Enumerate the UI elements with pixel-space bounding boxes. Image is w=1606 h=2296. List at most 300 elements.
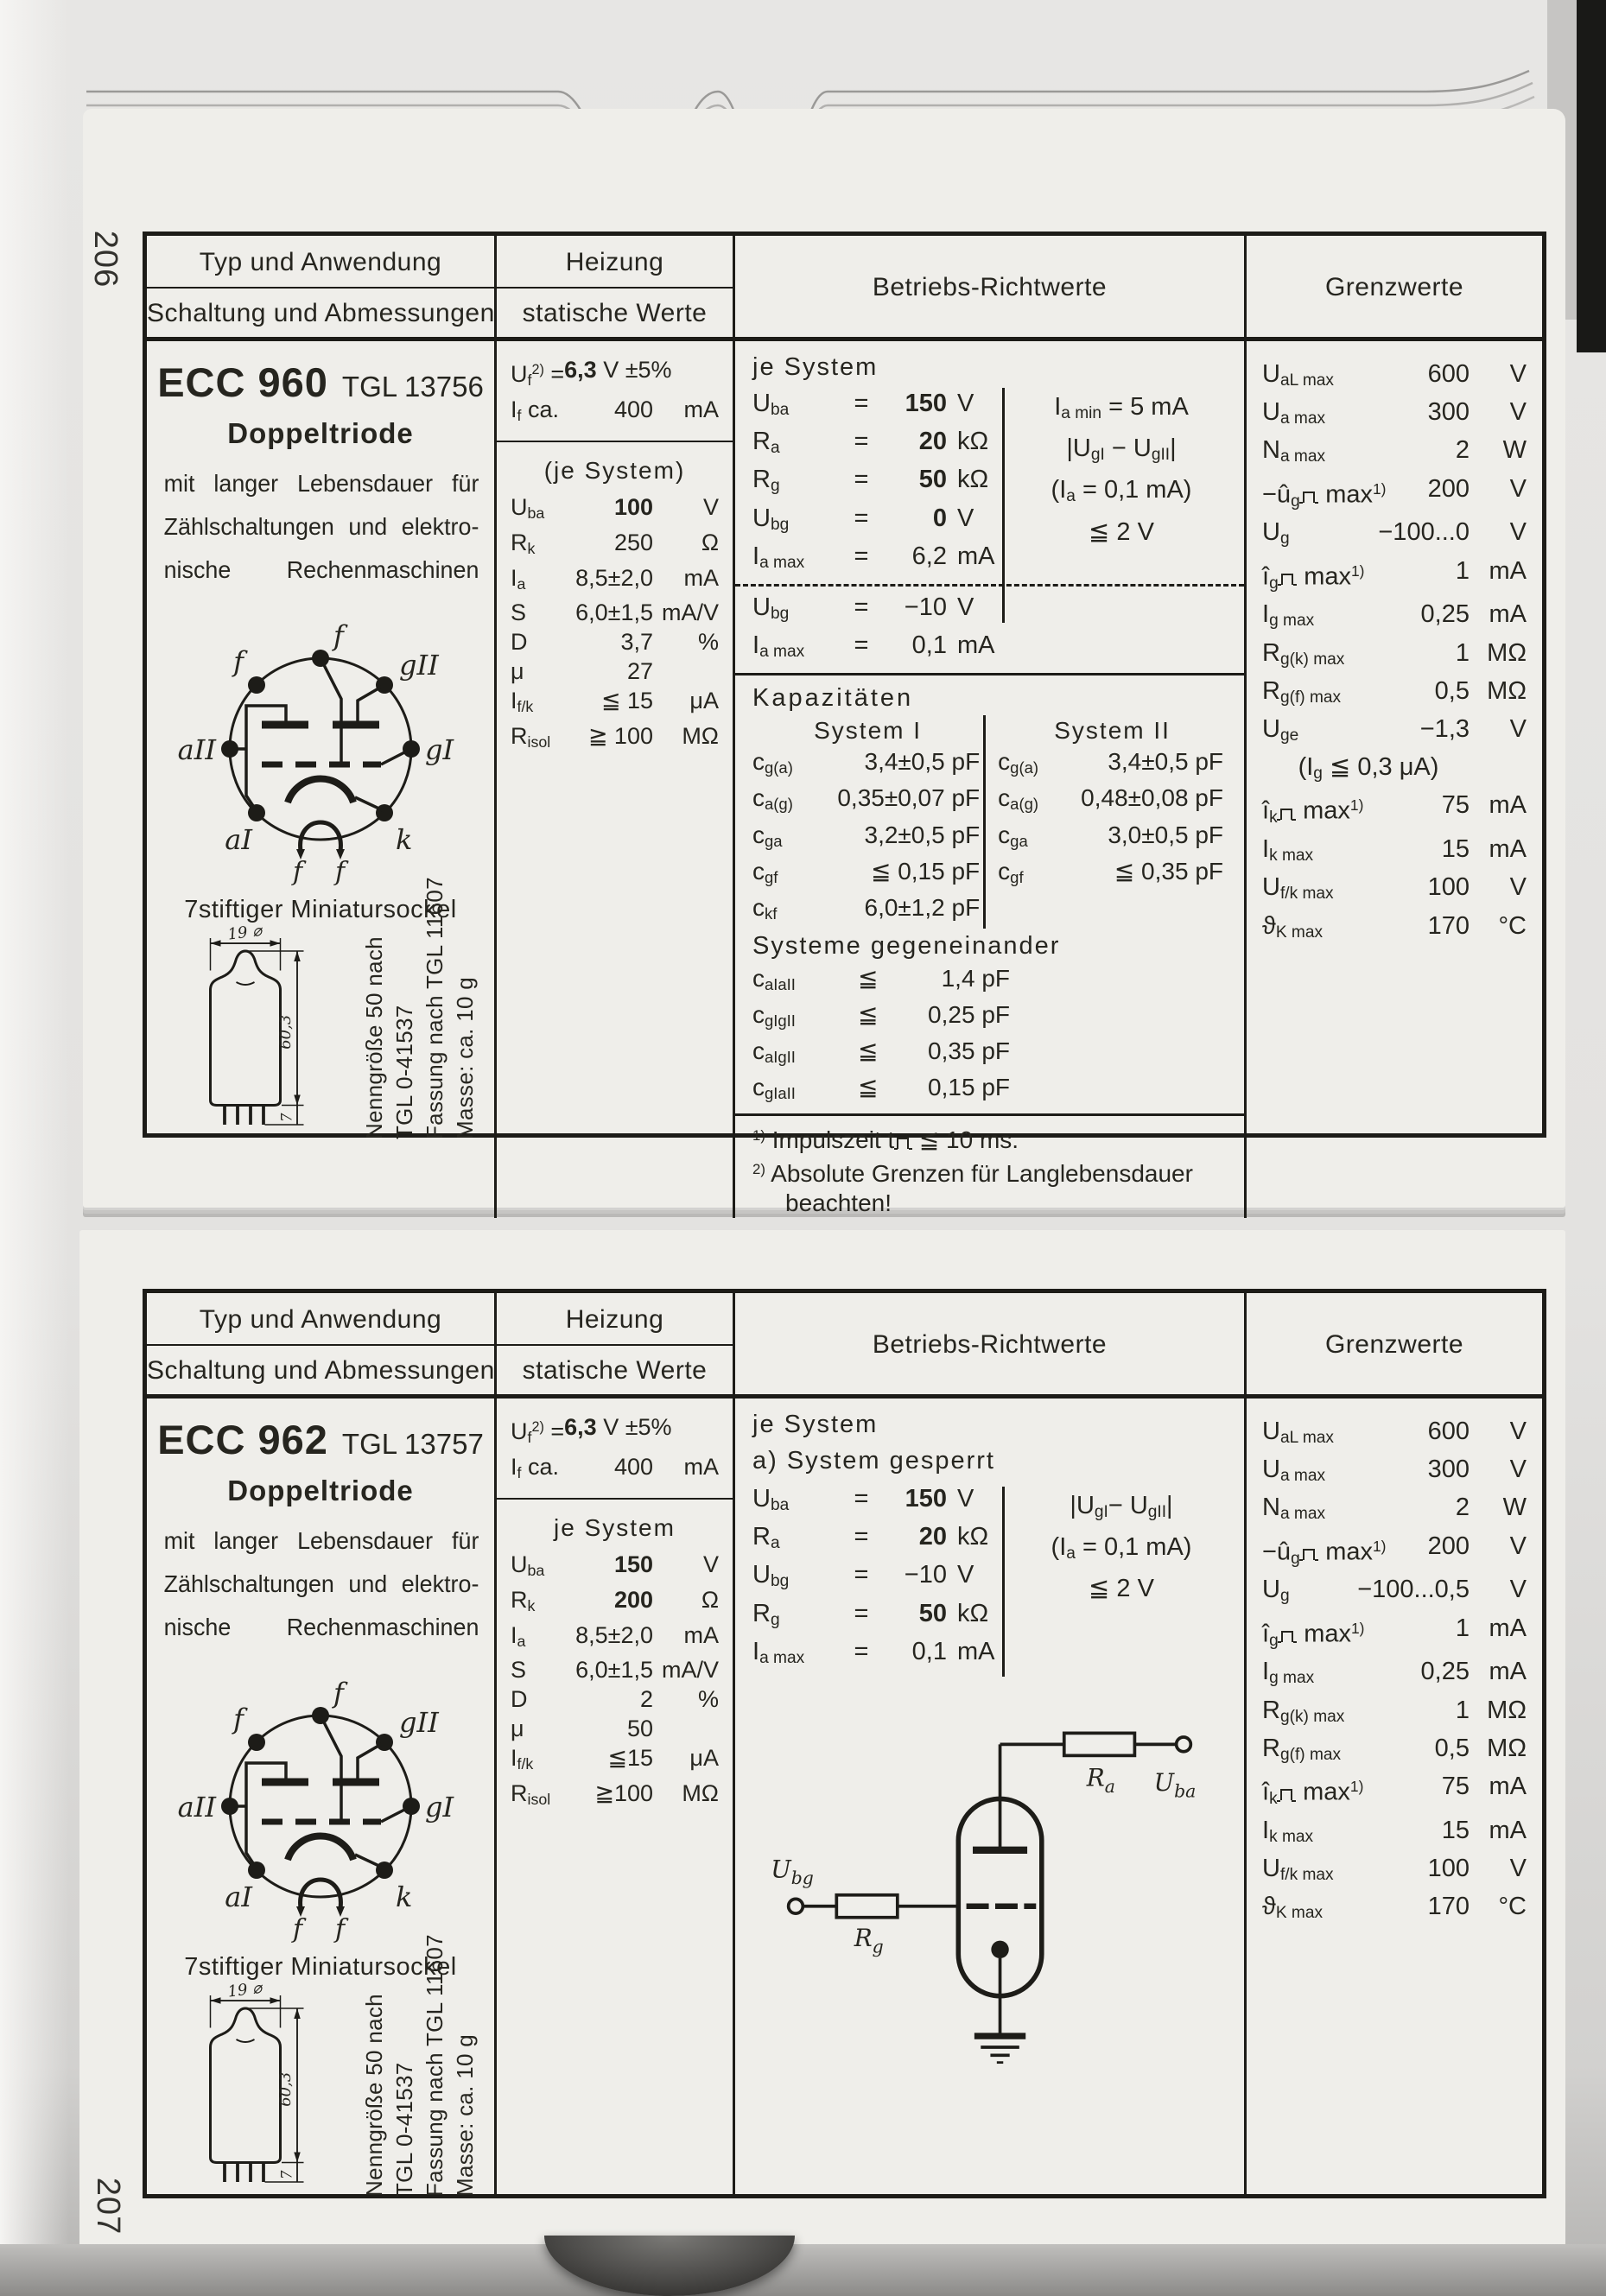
limit-row bbox=[1262, 1574, 1527, 1612]
limit-label: $I_{g max}$ bbox=[1262, 600, 1315, 631]
param-value: 50 bbox=[918, 466, 947, 494]
static-value-row bbox=[511, 1714, 719, 1743]
equals-sign: = bbox=[854, 1637, 869, 1665]
limit-row bbox=[1262, 396, 1527, 434]
param-label: $U_{ba}$ bbox=[752, 1485, 790, 1515]
limit-value: 600 bbox=[1427, 1418, 1470, 1445]
limit-unit: mA bbox=[1489, 600, 1527, 629]
limit-row bbox=[1262, 555, 1527, 599]
system-2-column bbox=[983, 715, 1227, 928]
param-unit: mA bbox=[683, 1453, 719, 1480]
equals-sign: = bbox=[854, 466, 869, 494]
static-value-row bbox=[511, 627, 719, 656]
param-unit: mA/V bbox=[661, 1657, 719, 1684]
footnote-line: beachten! bbox=[785, 1189, 892, 1217]
cap-label: $c_{gIgII}$ bbox=[752, 1000, 796, 1030]
svg-text:gI: gI bbox=[425, 1791, 454, 1823]
tube-description bbox=[164, 462, 479, 592]
limit-unit: V bbox=[1509, 360, 1527, 388]
svg-text:7: 7 bbox=[278, 2170, 295, 2179]
svg-text:k: k bbox=[396, 823, 413, 856]
capacitances-block bbox=[752, 715, 1227, 928]
param-label: $U_{bg}$ bbox=[752, 504, 790, 534]
svg-text:7: 7 bbox=[278, 1113, 295, 1122]
svg-text:f: f bbox=[293, 857, 303, 887]
cap-label: $c_{gIaII}$ bbox=[752, 1073, 796, 1102]
param-value: 400 bbox=[613, 1453, 653, 1480]
limit-value: 100 bbox=[1427, 873, 1470, 902]
limit-value: −100...0,5 bbox=[1357, 1576, 1470, 1604]
param-unit: mA bbox=[957, 1637, 995, 1665]
tube-title bbox=[147, 358, 494, 406]
param-unit: % bbox=[697, 1686, 719, 1713]
param-unit: mA bbox=[957, 631, 995, 660]
cap-value: 3,4±0,5 pF bbox=[864, 748, 981, 776]
cap-label: $c_{ga}$ bbox=[998, 821, 1028, 850]
limit-value: 2 bbox=[1455, 1494, 1470, 1522]
param-unit: V bbox=[957, 504, 974, 532]
limit-label: $î_g$ $\max^{1)}$ bbox=[1262, 561, 1365, 593]
limit-unit: MΩ bbox=[1487, 1696, 1527, 1724]
param-value: 0 bbox=[932, 504, 947, 532]
limit-value: 300 bbox=[1427, 398, 1470, 427]
limit-row bbox=[1262, 1815, 1527, 1853]
limit-row bbox=[1262, 1454, 1527, 1492]
capacitance-row bbox=[752, 783, 983, 819]
cell-typ-schaltung bbox=[147, 341, 497, 1218]
param-unit: Ω bbox=[701, 529, 719, 555]
equals-sign: = bbox=[854, 428, 869, 456]
header-heizung: Heizung statische Werte bbox=[497, 1293, 735, 1399]
param-value: 0,1 bbox=[911, 631, 947, 660]
capacitance-row bbox=[998, 856, 1227, 892]
limit-label: $I_{k max}$ bbox=[1262, 835, 1314, 866]
limit-row bbox=[1262, 1613, 1527, 1657]
param-label: $U_{bg}$ bbox=[752, 593, 790, 624]
param-unit: μA bbox=[689, 1745, 719, 1772]
inter-system-row bbox=[752, 1036, 1227, 1072]
static-value-row bbox=[511, 1743, 719, 1779]
limit-unit: V bbox=[1509, 1854, 1527, 1882]
operating-row bbox=[752, 1559, 1002, 1597]
limit-label: $R_{g(k) max}$ bbox=[1262, 638, 1345, 669]
param-value: 8,5±2,0 bbox=[575, 1621, 653, 1648]
svg-text:k: k bbox=[396, 1881, 413, 1913]
svg-text:Ubg: $U_{bg}$ bbox=[771, 1855, 814, 1888]
limit-label: $U_g$ bbox=[1262, 1576, 1290, 1606]
limit-unit: mA bbox=[1489, 1658, 1527, 1686]
param-unit bbox=[672, 1412, 738, 1452]
param-unit: V bbox=[702, 493, 719, 520]
svg-text:gII: gII bbox=[399, 649, 439, 682]
limit-value: 600 bbox=[1427, 360, 1470, 388]
static-value-row bbox=[511, 1621, 719, 1656]
limit-value: 300 bbox=[1427, 1456, 1470, 1484]
sub-column-divider bbox=[1002, 1487, 1005, 1677]
param-value: 20 bbox=[918, 1523, 947, 1551]
solid-divider bbox=[735, 1113, 1244, 1116]
section-divider bbox=[497, 441, 733, 442]
operating-row bbox=[752, 503, 1002, 541]
operating-row bbox=[752, 541, 1002, 579]
page-number-207: 207 bbox=[90, 2177, 126, 2236]
equals-sign: = bbox=[854, 1561, 869, 1589]
param-value: 0,1 bbox=[911, 1637, 947, 1665]
param-value: 6,0±1,5 bbox=[575, 1657, 653, 1684]
svg-text:f: f bbox=[333, 619, 344, 652]
dimension-drawing bbox=[188, 921, 318, 1132]
limit-unit: V bbox=[1509, 714, 1527, 743]
svg-text:f: f bbox=[293, 1914, 303, 1944]
inter-system-row bbox=[752, 999, 1227, 1036]
tube-standard: TGL 13756 bbox=[341, 371, 484, 403]
dimension-note-line: Nenngröße 50 nach bbox=[361, 1994, 387, 2197]
leq-sign: ≦ bbox=[858, 1000, 879, 1028]
scan-bottom-shadow bbox=[0, 2244, 1606, 2296]
svg-text:f: f bbox=[233, 1703, 244, 1735]
circuit-diagram bbox=[759, 1693, 1209, 2070]
limit-value: 0,25 bbox=[1420, 1658, 1470, 1686]
param-label: S bbox=[511, 599, 527, 626]
param-value: 6,3 V ±5% bbox=[564, 357, 672, 383]
limit-unit: V bbox=[1509, 1418, 1527, 1445]
limit-row bbox=[1262, 872, 1527, 910]
per-system-heading: je System bbox=[752, 353, 879, 381]
param-label: μ bbox=[511, 658, 524, 685]
param-label: $I_{a max}$ bbox=[752, 631, 805, 662]
param-value: 27 bbox=[626, 658, 653, 685]
equals-sign: = bbox=[854, 593, 869, 622]
condition-line: ($I_a = 0,1$ mA) bbox=[1051, 476, 1192, 506]
dimension-notes bbox=[359, 1934, 489, 2197]
heater-row bbox=[511, 1412, 719, 1452]
inter-system-row bbox=[752, 1072, 1227, 1108]
dimension-note-line: Masse: ca. 10 g bbox=[452, 2033, 478, 2197]
dimension-note-line: TGL 0-41537 bbox=[391, 1005, 417, 1139]
limit-row bbox=[1262, 675, 1527, 714]
svg-text:60,3: 60,3 bbox=[276, 1014, 295, 1050]
cap-label: $c_{aIaII}$ bbox=[752, 964, 796, 993]
param-label: $I_{a max}$ bbox=[752, 542, 805, 573]
datasheet-table-ecc962 bbox=[143, 1289, 1546, 2198]
cap-label: $c_{a(g)}$ bbox=[998, 784, 1039, 814]
limit-value: 1 bbox=[1455, 1614, 1470, 1642]
limit-value: 0,5 bbox=[1434, 1734, 1470, 1762]
limit-unit: W bbox=[1502, 436, 1527, 465]
limit-unit: W bbox=[1502, 1494, 1527, 1522]
param-unit: % bbox=[697, 629, 719, 656]
svg-text:19 ⌀: 19 ⌀ bbox=[226, 921, 263, 944]
capacitance-row bbox=[752, 892, 983, 929]
equals-sign: = bbox=[854, 1523, 869, 1551]
cap-label: $c_{g(a)}$ bbox=[752, 748, 793, 777]
operating-row bbox=[752, 464, 1002, 502]
limit-unit: mA bbox=[1489, 1772, 1527, 1800]
limit-label: $U_{a max}$ bbox=[1262, 398, 1326, 428]
svg-text:aI: aI bbox=[225, 1881, 252, 1913]
description-line: nische Rechenmaschinen bbox=[163, 1614, 479, 1640]
cap-label: $c_{ga}$ bbox=[752, 821, 783, 850]
dimension-note-line: Nenngröße 50 nach bbox=[361, 936, 387, 1139]
limit-label: $î_k$ $\max^{1)}$ bbox=[1262, 796, 1364, 828]
limit-row bbox=[1262, 1695, 1527, 1733]
param-value: 6,2 bbox=[911, 542, 947, 570]
param-unit: V bbox=[957, 1485, 974, 1513]
limit-row bbox=[1262, 1891, 1527, 1929]
limit-row bbox=[1262, 1656, 1527, 1694]
param-label: $U_{bg}$ bbox=[752, 1561, 790, 1591]
cap-value: ≦ 0,15 pF bbox=[870, 857, 981, 885]
param-label: $I_{a max}$ bbox=[752, 1637, 805, 1668]
condition-line: ≦ 2 V bbox=[1089, 1575, 1154, 1603]
limit-row bbox=[1262, 834, 1527, 872]
limit-unit: V bbox=[1509, 474, 1527, 503]
condition-line: $I_{a min} = 5$ mA bbox=[1054, 393, 1189, 423]
param-label: $R_g$ bbox=[752, 1599, 780, 1629]
limit-value: 200 bbox=[1427, 1532, 1470, 1560]
param-unit: mA bbox=[683, 396, 719, 422]
system-1-column bbox=[752, 715, 983, 928]
limit-row bbox=[1262, 1416, 1527, 1454]
operating-row bbox=[752, 426, 1002, 464]
limit-row bbox=[1262, 637, 1527, 675]
leq-sign: ≦ bbox=[858, 1037, 879, 1064]
system-2-heading: System II bbox=[1054, 717, 1171, 745]
cap-value: 0,35±0,07 pF bbox=[837, 784, 981, 812]
svg-text:Rg: $R_g$ bbox=[854, 1924, 884, 1957]
system-blocked-heading: a) System gesperrt bbox=[752, 1447, 995, 1475]
equals-sign: = bbox=[854, 631, 869, 660]
description-line: nische Rechenmaschinen bbox=[163, 556, 479, 583]
condition-block bbox=[1020, 1488, 1222, 1607]
socket-caption: 7stiftiger Miniatursockel bbox=[184, 896, 457, 923]
param-unit: mA bbox=[683, 564, 719, 591]
svg-text:19 ⌀: 19 ⌀ bbox=[226, 1978, 263, 2001]
svg-text:aI: aI bbox=[225, 823, 252, 856]
socket-diagram bbox=[169, 1677, 472, 1962]
capacitances-title: Kapazitäten bbox=[752, 684, 914, 713]
param-value: 6,3 V ±5% bbox=[564, 1414, 672, 1440]
svg-text:f: f bbox=[333, 1677, 344, 1709]
header-typ-anwendung: Typ und Anwendung Schaltung und Abmessungen bbox=[147, 1293, 497, 1399]
capacitance-row bbox=[998, 783, 1227, 819]
cap-value: 0,35 pF bbox=[928, 1037, 1010, 1064]
system-1-heading: System I bbox=[814, 717, 923, 745]
cap-value: 3,0±0,5 pF bbox=[1108, 821, 1223, 848]
operating-row bbox=[752, 1483, 1002, 1521]
limit-label: $-û_g$ $\max^{1)}$ bbox=[1262, 479, 1387, 511]
header-betriebs-richtwerte: Betriebs-Richtwerte bbox=[735, 1293, 1247, 1399]
description-line: mit langer Lebensdauer für bbox=[163, 470, 479, 497]
param-value: 250 bbox=[613, 529, 653, 555]
tube-description bbox=[164, 1519, 479, 1649]
cap-value: 1,4 pF bbox=[941, 964, 1010, 992]
static-value-row bbox=[511, 1779, 719, 1814]
param-unit: V bbox=[957, 1561, 974, 1589]
cell-heizung bbox=[497, 341, 735, 1218]
description-line: mit langer Lebensdauer für bbox=[163, 1527, 479, 1554]
param-unit: MΩ bbox=[682, 1780, 719, 1807]
limit-value: 1 bbox=[1455, 1696, 1470, 1724]
param-unit bbox=[672, 355, 738, 395]
equals-sign: = bbox=[854, 390, 869, 417]
param-unit: V bbox=[702, 1551, 719, 1577]
param-label: $I_{f/k}$ bbox=[511, 688, 534, 716]
svg-text:f: f bbox=[233, 645, 244, 678]
limit-label: ($I_g$ ≦ 0,3 μA) bbox=[1298, 753, 1439, 783]
param-label: $U_{ba}$ bbox=[511, 493, 545, 522]
operating-row bbox=[752, 388, 1002, 426]
svg-text:f: f bbox=[335, 1914, 346, 1944]
cap-label: $c_{gf}$ bbox=[998, 857, 1024, 886]
param-value: 150 bbox=[905, 390, 947, 417]
param-label: $I_f$ ca. bbox=[511, 1453, 559, 1481]
limit-unit: °C bbox=[1498, 911, 1527, 940]
svg-text:f: f bbox=[335, 857, 346, 887]
param-label: $I_a$ bbox=[511, 564, 526, 593]
dimension-note-line: TGL 0-41537 bbox=[391, 2062, 417, 2197]
param-value: 400 bbox=[613, 396, 653, 422]
param-unit: kΩ bbox=[957, 1599, 989, 1627]
limit-label: $R_{g(k) max}$ bbox=[1262, 1696, 1345, 1726]
limit-row bbox=[1262, 790, 1527, 834]
param-unit: μA bbox=[689, 688, 719, 714]
cell-heizung bbox=[497, 1399, 735, 2194]
dimension-drawing bbox=[188, 1978, 318, 2190]
limit-row bbox=[1262, 1733, 1527, 1771]
capacitance-row bbox=[752, 820, 983, 856]
limit-label: $N_{a max}$ bbox=[1262, 1494, 1326, 1524]
static-value-row bbox=[511, 1655, 719, 1684]
heater-row bbox=[511, 1452, 719, 1487]
dimension-notes bbox=[359, 877, 489, 1139]
condition-line: $|U_{gI}- U_{gII}|$ bbox=[1070, 1492, 1173, 1522]
per-system-label: (je System) bbox=[543, 456, 686, 484]
limit-label: $R_{g(f) max}$ bbox=[1262, 1734, 1342, 1764]
condition-line: ≦ 2 V bbox=[1089, 517, 1154, 546]
limit-row bbox=[1262, 599, 1527, 637]
datasheet-table-ecc960 bbox=[143, 232, 1546, 1217]
limit-unit: V bbox=[1509, 1532, 1527, 1560]
equals-sign: = bbox=[854, 542, 869, 570]
param-value: 150 bbox=[613, 1551, 653, 1577]
scan-left-light bbox=[0, 0, 69, 2296]
cap-value: 6,0±1,2 pF bbox=[864, 893, 981, 921]
limit-row bbox=[1262, 434, 1527, 473]
limit-value: 15 bbox=[1441, 1816, 1470, 1844]
param-value: 6,0±1,5 bbox=[575, 599, 653, 626]
header-grenzwerte: Grenzwerte bbox=[1247, 236, 1542, 341]
operating-row bbox=[752, 1521, 1002, 1559]
param-unit: V bbox=[957, 593, 974, 622]
header-heizung: Heizung statische Werte bbox=[497, 236, 735, 341]
cap-value: 0,25 pF bbox=[928, 1000, 1010, 1028]
param-label: $U_{ba}$ bbox=[752, 390, 790, 420]
condition-line: $|U_{gI} - U_{gII}|$ bbox=[1066, 434, 1177, 465]
cap-value: 0,48±0,08 pF bbox=[1081, 784, 1223, 812]
param-label: $R_k$ bbox=[511, 529, 536, 557]
leq-sign: ≦ bbox=[858, 964, 879, 992]
footnote-line: $^{1)}$ Impulszeit t ≦ 10 ms. bbox=[752, 1126, 1019, 1154]
param-label: D bbox=[511, 629, 528, 656]
static-value-row bbox=[511, 598, 719, 627]
limit-label: $U_{ge}$ bbox=[1262, 714, 1299, 745]
param-label: $I_a$ bbox=[511, 1621, 526, 1650]
limit-row bbox=[1262, 473, 1527, 517]
limit-unit: mA bbox=[1489, 791, 1527, 820]
param-label: $R_{isol}$ bbox=[511, 1780, 551, 1809]
param-value: −10 bbox=[904, 1561, 947, 1589]
operating-row bbox=[752, 592, 1002, 630]
limit-value: 170 bbox=[1427, 1893, 1470, 1921]
cell-typ-schaltung bbox=[147, 1399, 497, 2197]
socket-diagram bbox=[169, 619, 472, 904]
static-value-row bbox=[511, 686, 719, 721]
svg-text:aII: aII bbox=[177, 1791, 216, 1823]
limit-unit: V bbox=[1509, 398, 1527, 427]
page-number-206: 206 bbox=[87, 230, 124, 289]
limit-unit: mA bbox=[1489, 1816, 1527, 1844]
limit-row bbox=[1262, 1531, 1527, 1575]
param-value: ≧ 100 bbox=[587, 723, 653, 750]
limit-row bbox=[1262, 1492, 1527, 1530]
limit-label: $U_{aL max}$ bbox=[1262, 1418, 1334, 1448]
param-unit: kΩ bbox=[957, 1523, 989, 1551]
limit-unit: mA bbox=[1489, 835, 1527, 864]
param-unit: kΩ bbox=[957, 466, 989, 494]
limit-value: 1 bbox=[1455, 556, 1470, 585]
limit-label: $î_g$ $\max^{1)}$ bbox=[1262, 1619, 1365, 1650]
limit-value: 2 bbox=[1455, 436, 1470, 465]
per-system-label: je System bbox=[554, 1513, 676, 1541]
param-value: ≦ 15 bbox=[600, 688, 653, 714]
limit-unit: mA bbox=[1489, 1614, 1527, 1642]
capacitance-row bbox=[752, 746, 983, 783]
limit-row bbox=[1262, 910, 1527, 948]
limit-row bbox=[1262, 752, 1527, 790]
param-label: $U_{ba}$ bbox=[511, 1551, 545, 1579]
static-value-row bbox=[511, 563, 719, 599]
inter-system-title: Systeme gegeneinander bbox=[752, 931, 1061, 960]
limit-label: $-û_g$ $\max^{1)}$ bbox=[1262, 1537, 1387, 1568]
cap-value: 3,4±0,5 pF bbox=[1108, 748, 1223, 776]
limit-label: $î_k$ $\max^{1)}$ bbox=[1262, 1777, 1364, 1808]
param-unit: MΩ bbox=[682, 723, 719, 750]
limit-value: 200 bbox=[1427, 474, 1470, 503]
equals-sign: = bbox=[854, 1485, 869, 1513]
sub-column-divider bbox=[1002, 388, 1005, 623]
param-value: ≦15 bbox=[607, 1745, 653, 1772]
limit-label: $ϑ_{K max}$ bbox=[1262, 1893, 1324, 1923]
cap-label: $c_{gf}$ bbox=[752, 857, 778, 886]
param-value: 20 bbox=[918, 428, 947, 456]
svg-text:Ra: $R_a$ bbox=[1086, 1763, 1115, 1798]
limit-label: $I_{k max}$ bbox=[1262, 1816, 1314, 1846]
param-label: $R_a$ bbox=[752, 1523, 780, 1553]
heater-row bbox=[511, 355, 719, 395]
header-grenzwerte: Grenzwerte bbox=[1247, 1293, 1542, 1399]
param-unit bbox=[653, 1714, 719, 1743]
socket-caption: 7stiftiger Miniatursockel bbox=[184, 1953, 457, 1981]
cell-grenzwerte bbox=[1247, 341, 1542, 1218]
dimension-note-line: Masse: ca. 10 g bbox=[452, 976, 478, 1139]
param-value: ≧100 bbox=[594, 1780, 653, 1807]
inter-system-row bbox=[752, 963, 1227, 999]
limit-label: $U_{f/k max}$ bbox=[1262, 1854, 1334, 1885]
param-label: $I_{f/k}$ bbox=[511, 1745, 534, 1773]
limit-value: −1,3 bbox=[1419, 714, 1470, 743]
cap-value: 3,2±0,5 pF bbox=[864, 821, 981, 848]
